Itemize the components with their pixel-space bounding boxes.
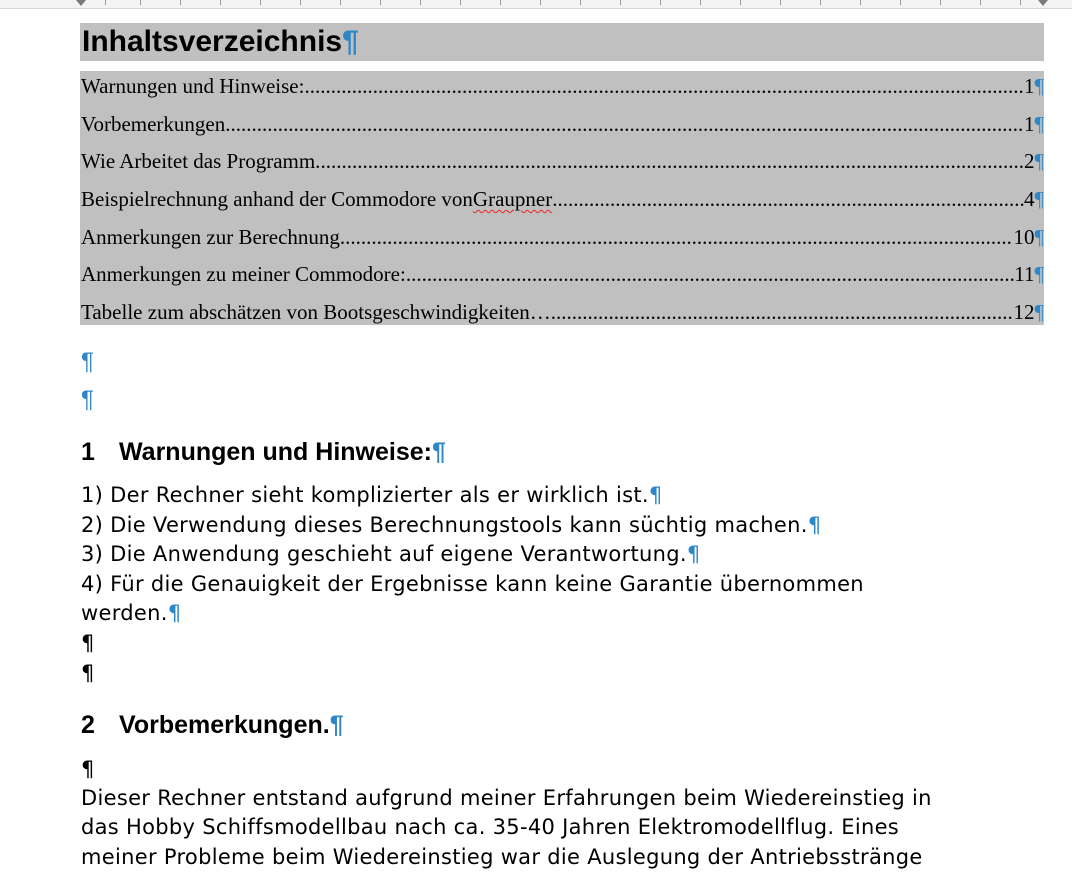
section-heading[interactable] (81, 711, 344, 740)
pilcrow-mark: ¶ (329, 711, 344, 739)
ruler-tick (820, 0, 821, 5)
ruler-tick (180, 0, 181, 5)
pilcrow-mark: ¶ (342, 25, 359, 58)
body-text-line[interactable] (81, 570, 864, 599)
ruler-tick (1020, 0, 1021, 5)
ruler-tick (940, 0, 941, 5)
pilcrow-mark: ¶ (686, 542, 701, 566)
body-text-line[interactable] (81, 784, 932, 813)
heading-number: 1 (81, 438, 95, 466)
ruler-tick (780, 0, 781, 5)
ruler-left-indent-marker[interactable] (76, 0, 86, 6)
body-text: werden. (81, 601, 168, 625)
toc-entry-text: Beispielrechnung anhand der Commodore von (81, 187, 473, 211)
ruler-tick (660, 0, 661, 5)
toc-entry[interactable] (81, 149, 1044, 173)
pilcrow-mark: ¶ (648, 483, 663, 507)
body-text-line[interactable] (81, 511, 821, 540)
toc-entry[interactable] (81, 112, 1044, 136)
empty-paragraph[interactable]: ¶ (81, 757, 95, 781)
body-text-line[interactable] (81, 843, 923, 872)
ruler-tick (260, 0, 261, 5)
toc-entry-text: Warnungen und Hinweise: (81, 74, 305, 98)
body-text-line[interactable] (81, 813, 899, 842)
toc-leader-dots (320, 149, 1024, 173)
toc-leader-dots (552, 187, 1024, 211)
body-text: 2) Die Verwendung dieses Berechnungstools kann süchtig machen. (81, 513, 808, 537)
ruler-tick (580, 0, 581, 5)
body-text: 3) Die Anwendung geschieht auf eigene Verantwortung. (81, 542, 687, 566)
ruler-tick (500, 0, 501, 5)
ruler-tick (740, 0, 741, 5)
body-text: Dieser Rechner entstand aufgrund meiner Erfahrungen beim Wiedereinstieg in (81, 786, 932, 810)
pilcrow-mark: ¶ (1034, 262, 1044, 286)
ruler-tick (460, 0, 461, 5)
ruler-tick (980, 0, 981, 5)
empty-paragraph[interactable]: ¶ (81, 386, 94, 413)
heading-text: Warnungen und Hinweise: (119, 438, 432, 466)
toc-entry-page: 1 (1023, 112, 1035, 136)
spellcheck-underlined-word[interactable]: Graupner (472, 187, 553, 211)
toc-leader-dots (551, 300, 1014, 324)
pilcrow-mark: ¶ (1034, 149, 1044, 173)
toc-entry[interactable] (81, 74, 1044, 98)
toc-entry[interactable] (81, 225, 1044, 249)
toc-entry-page: 1 (1023, 74, 1035, 98)
horizontal-ruler[interactable] (0, 0, 1072, 9)
ruler-tick (105, 0, 106, 5)
pilcrow-mark: ¶ (1034, 112, 1044, 136)
pilcrow-mark: ¶ (807, 513, 822, 537)
body-text: 4) Für die Genauigkeit der Ergebnisse kann keine Garantie übernommen (81, 572, 864, 596)
pilcrow-mark: ¶ (431, 438, 446, 466)
toc-entry-page: 4 (1023, 187, 1035, 211)
ruler-tick (380, 0, 381, 5)
pilcrow-mark: ¶ (167, 601, 182, 625)
toc-entry-page: 12 (1013, 300, 1035, 324)
heading-text: Vorbemerkungen. (119, 711, 330, 739)
body-text-line[interactable] (81, 481, 663, 510)
toc-entry[interactable] (81, 300, 1044, 324)
ruler-tick (540, 0, 541, 5)
toc-entry-text: Tabelle zum abschätzen von Bootsgeschwindigkeiten… (81, 300, 551, 324)
ruler-tick (900, 0, 901, 5)
toc-leader-dots (345, 225, 1013, 249)
ruler-tick (220, 0, 221, 5)
toc-entry-text: Wie Arbeitet das Programm. (81, 149, 321, 173)
empty-paragraph[interactable]: ¶ (81, 661, 95, 685)
toc-entry-text: Anmerkungen zur Berechnung. (81, 225, 346, 249)
pilcrow-mark: ¶ (1034, 187, 1044, 211)
toc-leader-dots (406, 262, 1014, 286)
ruler-right-indent-marker[interactable] (1038, 0, 1048, 6)
toc-entry-text: Vorbemerkungen. (81, 112, 231, 136)
ruler-tick (300, 0, 301, 5)
toc-entry-page: 11 (1014, 262, 1035, 286)
toc-entry-text: Anmerkungen zu meiner Commodore: (81, 262, 406, 286)
body-text: das Hobby Schiffsmodellbau nach ca. 35-40 Jahren Elektromodellflug. Eines (81, 815, 900, 839)
body-text-line[interactable] (81, 540, 701, 569)
toc-entry-page: 2 (1023, 149, 1035, 173)
heading-number: 2 (81, 711, 95, 739)
body-text: meiner Probleme beim Wiedereinstieg war die Auslegung der Antriebsstränge (81, 845, 923, 869)
section-heading[interactable] (81, 438, 446, 467)
toc-entry[interactable] (81, 187, 1044, 211)
toc-entry-page: 10 (1013, 225, 1035, 249)
body-text: 1) Der Rechner sieht komplizierter als er wirklich ist. (81, 483, 649, 507)
empty-paragraph[interactable]: ¶ (81, 348, 94, 375)
toc-title-text: Inhaltsverzeichnis (82, 25, 343, 58)
ruler-tick (620, 0, 621, 5)
ruler-tick (700, 0, 701, 5)
toc-leader-dots (304, 74, 1024, 98)
toc-title[interactable] (82, 25, 359, 59)
pilcrow-mark: ¶ (1034, 225, 1044, 249)
body-text-line[interactable] (81, 599, 181, 628)
ruler-tick (340, 0, 341, 5)
empty-paragraph[interactable]: ¶ (81, 631, 95, 655)
toc-entry[interactable] (81, 262, 1044, 286)
toc-leader-dots (231, 112, 1024, 136)
ruler-tick (140, 0, 141, 5)
document-page[interactable] (0, 9, 1072, 877)
pilcrow-mark: ¶ (1034, 300, 1044, 324)
ruler-tick (420, 0, 421, 5)
pilcrow-mark: ¶ (1034, 74, 1044, 98)
ruler-tick (860, 0, 861, 5)
